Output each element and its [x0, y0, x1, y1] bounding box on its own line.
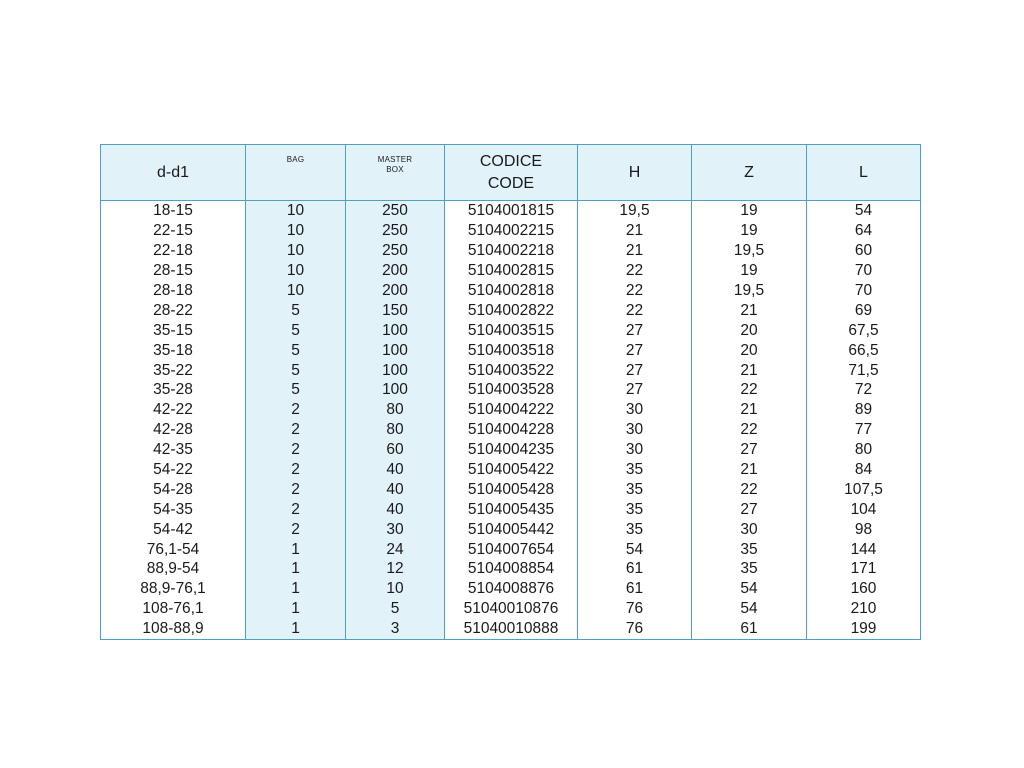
cell-code: 5104001815	[445, 201, 578, 221]
cell-code: 5104005422	[445, 460, 578, 480]
header-bag: BAG	[246, 145, 346, 201]
cell-bag: 2	[246, 460, 346, 480]
cell-z: 54	[692, 599, 807, 619]
header-h: H	[578, 145, 692, 201]
cell-h: 35	[578, 479, 692, 499]
cell-master-box: 250	[346, 241, 445, 261]
cell-h: 27	[578, 380, 692, 400]
cell-master-box: 80	[346, 400, 445, 420]
cell-code: 5104003528	[445, 380, 578, 400]
cell-code: 5104002818	[445, 281, 578, 301]
cell-d-d1: 54-35	[101, 499, 246, 519]
cell-l: 171	[807, 559, 921, 579]
cell-master-box: 100	[346, 320, 445, 340]
cell-code: 5104007654	[445, 539, 578, 559]
cell-bag: 1	[246, 559, 346, 579]
table-row	[101, 400, 921, 420]
cell-master-box: 60	[346, 440, 445, 460]
header-z: Z	[692, 145, 807, 201]
cell-code: 51040010888	[445, 619, 578, 639]
cell-z: 22	[692, 380, 807, 400]
cell-bag: 2	[246, 519, 346, 539]
table-row	[101, 300, 921, 320]
table-row	[101, 599, 921, 619]
cell-h: 76	[578, 599, 692, 619]
table-row	[101, 440, 921, 460]
header-row	[101, 145, 921, 201]
cell-d-d1: 22-18	[101, 241, 246, 261]
cell-z: 35	[692, 539, 807, 559]
header-code-line1: CODICE	[479, 152, 543, 170]
cell-bag: 10	[246, 281, 346, 301]
cell-master-box: 5	[346, 599, 445, 619]
cell-l: 67,5	[807, 320, 921, 340]
table-row	[101, 380, 921, 400]
cell-h: 19,5	[578, 201, 692, 221]
cell-z: 20	[692, 340, 807, 360]
cell-z: 20	[692, 320, 807, 340]
cell-z: 27	[692, 499, 807, 519]
cell-d-d1: 42-35	[101, 440, 246, 460]
cell-master-box: 12	[346, 559, 445, 579]
cell-master-box: 250	[346, 221, 445, 241]
cell-bag: 2	[246, 420, 346, 440]
cell-d-d1: 54-28	[101, 479, 246, 499]
table-row	[101, 360, 921, 380]
cell-code: 5104005442	[445, 519, 578, 539]
cell-l: 144	[807, 539, 921, 559]
cell-l: 160	[807, 579, 921, 599]
cell-d-d1: 54-42	[101, 519, 246, 539]
cell-master-box: 100	[346, 360, 445, 380]
cell-z: 30	[692, 519, 807, 539]
table-row	[101, 460, 921, 480]
cell-z: 21	[692, 400, 807, 420]
cell-master-box: 80	[346, 420, 445, 440]
cell-d-d1: 108-88,9	[101, 619, 246, 639]
cell-bag: 10	[246, 201, 346, 221]
table-row	[101, 559, 921, 579]
cell-z: 19	[692, 221, 807, 241]
cell-h: 21	[578, 221, 692, 241]
cell-l: 77	[807, 420, 921, 440]
cell-master-box: 100	[346, 340, 445, 360]
table-row	[101, 241, 921, 261]
table-row	[101, 281, 921, 301]
cell-d-d1: 42-28	[101, 420, 246, 440]
cell-master-box: 250	[346, 201, 445, 221]
cell-z: 19	[692, 261, 807, 281]
cell-l: 107,5	[807, 479, 921, 499]
cell-h: 22	[578, 281, 692, 301]
cell-d-d1: 35-18	[101, 340, 246, 360]
table-row	[101, 499, 921, 519]
cell-d-d1: 42-22	[101, 400, 246, 420]
cell-l: 54	[807, 201, 921, 221]
cell-l: 71,5	[807, 360, 921, 380]
cell-z: 21	[692, 460, 807, 480]
table-row	[101, 539, 921, 559]
table-row	[101, 320, 921, 340]
cell-d-d1: 28-18	[101, 281, 246, 301]
cell-code: 5104005428	[445, 479, 578, 499]
cell-d-d1: 54-22	[101, 460, 246, 480]
cell-l: 69	[807, 300, 921, 320]
cell-z: 19,5	[692, 241, 807, 261]
cell-code: 51040010876	[445, 599, 578, 619]
cell-bag: 2	[246, 499, 346, 519]
cell-master-box: 10	[346, 579, 445, 599]
cell-d-d1: 35-22	[101, 360, 246, 380]
cell-code: 5104005435	[445, 499, 578, 519]
cell-d-d1: 28-22	[101, 300, 246, 320]
cell-bag: 1	[246, 539, 346, 559]
cell-z: 21	[692, 360, 807, 380]
cell-master-box: 40	[346, 460, 445, 480]
cell-master-box: 100	[346, 380, 445, 400]
table-row	[101, 221, 921, 241]
cell-master-box: 3	[346, 619, 445, 639]
cell-l: 70	[807, 281, 921, 301]
cell-h: 54	[578, 539, 692, 559]
cell-code: 5104002815	[445, 261, 578, 281]
cell-code: 5104002822	[445, 300, 578, 320]
cell-h: 22	[578, 261, 692, 281]
cell-d-d1: 35-28	[101, 380, 246, 400]
table-row	[101, 420, 921, 440]
cell-h: 35	[578, 460, 692, 480]
table-row	[101, 340, 921, 360]
cell-bag: 10	[246, 261, 346, 281]
cell-l: 72	[807, 380, 921, 400]
header-master-box	[346, 145, 445, 201]
cell-l: 66,5	[807, 340, 921, 360]
cell-z: 21	[692, 300, 807, 320]
cell-z: 19,5	[692, 281, 807, 301]
table-row	[101, 579, 921, 599]
cell-h: 27	[578, 320, 692, 340]
cell-h: 30	[578, 400, 692, 420]
cell-l: 64	[807, 221, 921, 241]
cell-code: 5104003522	[445, 360, 578, 380]
cell-d-d1: 76,1-54	[101, 539, 246, 559]
cell-code: 5104002218	[445, 241, 578, 261]
cell-h: 61	[578, 559, 692, 579]
cell-d-d1: 88,9-76,1	[101, 579, 246, 599]
cell-d-d1: 28-15	[101, 261, 246, 281]
product-spec-table	[100, 144, 921, 640]
cell-d-d1: 18-15	[101, 201, 246, 221]
cell-bag: 5	[246, 380, 346, 400]
cell-master-box: 24	[346, 539, 445, 559]
cell-bag: 10	[246, 221, 346, 241]
table-body	[101, 201, 921, 640]
header-code-line2: CODE	[487, 174, 535, 192]
header-d-d1: d-d1	[101, 145, 246, 201]
cell-code: 5104003518	[445, 340, 578, 360]
cell-l: 104	[807, 499, 921, 519]
cell-code: 5104008876	[445, 579, 578, 599]
cell-d-d1: 22-15	[101, 221, 246, 241]
cell-h: 27	[578, 340, 692, 360]
cell-d-d1: 108-76,1	[101, 599, 246, 619]
cell-h: 35	[578, 519, 692, 539]
cell-code: 5104008854	[445, 559, 578, 579]
cell-bag: 2	[246, 479, 346, 499]
cell-h: 27	[578, 360, 692, 380]
cell-h: 30	[578, 440, 692, 460]
cell-bag: 10	[246, 241, 346, 261]
cell-l: 89	[807, 400, 921, 420]
table-header	[101, 145, 921, 201]
cell-h: 22	[578, 300, 692, 320]
cell-bag: 5	[246, 360, 346, 380]
cell-master-box: 200	[346, 281, 445, 301]
cell-bag: 2	[246, 400, 346, 420]
cell-l: 60	[807, 241, 921, 261]
cell-h: 76	[578, 619, 692, 639]
cell-bag: 5	[246, 300, 346, 320]
header-master-box-line1: MASTER	[377, 155, 413, 164]
cell-z: 61	[692, 619, 807, 639]
cell-l: 98	[807, 519, 921, 539]
cell-master-box: 150	[346, 300, 445, 320]
table-row	[101, 201, 921, 221]
cell-z: 22	[692, 479, 807, 499]
cell-master-box: 30	[346, 519, 445, 539]
cell-bag: 1	[246, 579, 346, 599]
cell-bag: 2	[246, 440, 346, 460]
cell-l: 210	[807, 599, 921, 619]
cell-z: 19	[692, 201, 807, 221]
cell-code: 5104004235	[445, 440, 578, 460]
header-code	[445, 145, 578, 201]
cell-l: 84	[807, 460, 921, 480]
cell-code: 5104004222	[445, 400, 578, 420]
cell-code: 5104002215	[445, 221, 578, 241]
table-row	[101, 519, 921, 539]
product-table-container	[100, 144, 922, 640]
cell-z: 22	[692, 420, 807, 440]
cell-d-d1: 88,9-54	[101, 559, 246, 579]
table-row	[101, 619, 921, 639]
table-row	[101, 261, 921, 281]
cell-l: 199	[807, 619, 921, 639]
cell-h: 35	[578, 499, 692, 519]
cell-bag: 5	[246, 340, 346, 360]
cell-d-d1: 35-15	[101, 320, 246, 340]
cell-h: 61	[578, 579, 692, 599]
cell-bag: 1	[246, 619, 346, 639]
cell-code: 5104004228	[445, 420, 578, 440]
header-master-box-line2: BOX	[386, 165, 404, 174]
cell-z: 54	[692, 579, 807, 599]
cell-l: 70	[807, 261, 921, 281]
cell-z: 27	[692, 440, 807, 460]
cell-h: 30	[578, 420, 692, 440]
cell-master-box: 40	[346, 499, 445, 519]
cell-bag: 5	[246, 320, 346, 340]
cell-master-box: 40	[346, 479, 445, 499]
cell-h: 21	[578, 241, 692, 261]
table-row	[101, 479, 921, 499]
cell-code: 5104003515	[445, 320, 578, 340]
cell-master-box: 200	[346, 261, 445, 281]
cell-bag: 1	[246, 599, 346, 619]
cell-z: 35	[692, 559, 807, 579]
cell-l: 80	[807, 440, 921, 460]
header-l: L	[807, 145, 921, 201]
